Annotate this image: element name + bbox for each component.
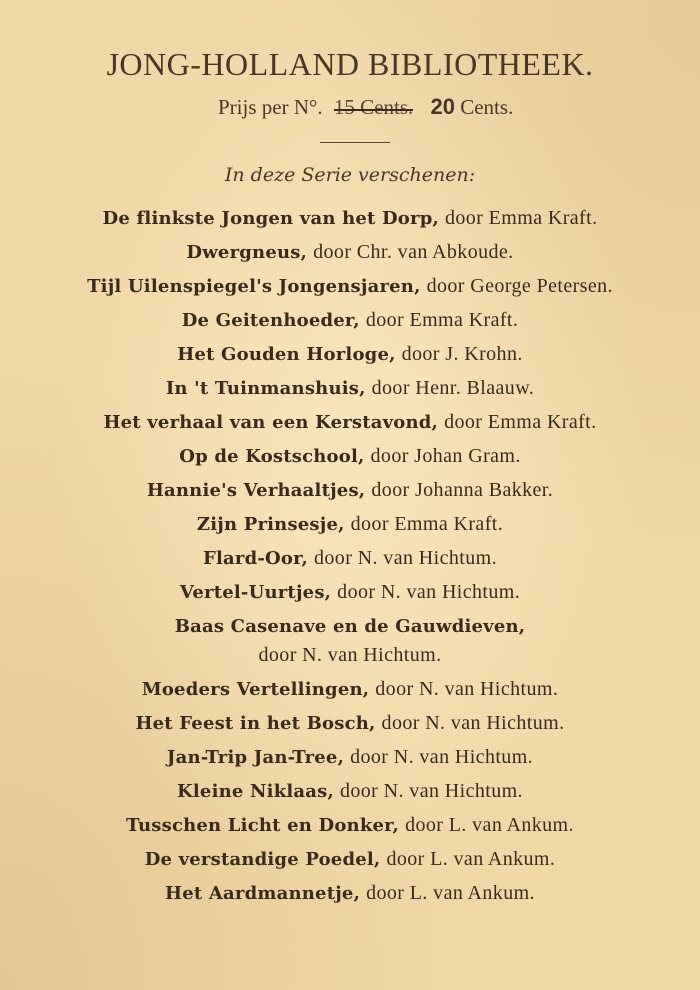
book-author: door N. van Hichtum. bbox=[258, 644, 442, 666]
list-item bbox=[0, 575, 700, 609]
divider-rule bbox=[320, 142, 390, 143]
book-author: door J. Krohn. bbox=[401, 343, 523, 365]
new-price-number: 20 bbox=[430, 94, 455, 119]
book-author: door Henr. Blaauw. bbox=[371, 377, 535, 399]
book-title: De Geitenhoeder, bbox=[181, 310, 360, 331]
book-author: door Emma Kraft. bbox=[444, 411, 597, 433]
series-title: JONG-HOLLAND BIBLIOTHEEK. bbox=[106, 46, 594, 82]
book-author: door Emma Kraft. bbox=[350, 513, 504, 535]
book-title: Kleine Niklaas, bbox=[177, 781, 334, 802]
list-item bbox=[0, 303, 700, 337]
book-author: door N. van Hichtum. bbox=[314, 547, 497, 569]
list-item bbox=[0, 706, 700, 740]
list-item bbox=[0, 842, 700, 876]
book-title: Het verhaal van een Kerstavond, bbox=[103, 412, 439, 433]
book-author: door N. van Hichtum. bbox=[350, 746, 534, 768]
price-line bbox=[218, 94, 513, 120]
list-heading: In deze Serie verschenen: bbox=[224, 164, 476, 186]
price-label: Prijs per N°. bbox=[218, 95, 323, 119]
book-title: Zijn Prinsesje, bbox=[196, 514, 345, 535]
list-item bbox=[0, 201, 700, 235]
book-title: Baas Casenave en de Gauwdieven, bbox=[174, 616, 526, 637]
list-item bbox=[0, 609, 700, 672]
list-item bbox=[0, 473, 700, 507]
book-author: door N. van Hichtum. bbox=[339, 780, 523, 802]
book-author: door N. van Hichtum. bbox=[337, 581, 521, 603]
book-author: door N. van Hichtum. bbox=[375, 678, 559, 700]
book-author: door Emma Kraft. bbox=[365, 309, 519, 331]
book-title: Tusschen Licht en Donker, bbox=[126, 815, 400, 836]
book-title: Op de Kostschool, bbox=[179, 446, 365, 467]
book-list bbox=[0, 201, 700, 910]
list-item bbox=[0, 337, 700, 371]
new-price-unit: Cents. bbox=[460, 95, 514, 119]
book-title: In 't Tuinmanshuis, bbox=[165, 378, 366, 399]
list-item bbox=[0, 541, 700, 575]
book-author: door L. van Ankum. bbox=[386, 848, 556, 870]
book-title: Moeders Vertellingen, bbox=[141, 679, 370, 700]
list-item bbox=[0, 405, 700, 439]
book-author: door N. van Hichtum. bbox=[381, 712, 565, 734]
list-item bbox=[0, 740, 700, 774]
list-item bbox=[0, 439, 700, 473]
book-author: door Chr. van Abkoude. bbox=[313, 241, 514, 263]
book-author: door Johanna Bakker. bbox=[371, 479, 554, 501]
book-author: door George Petersen. bbox=[426, 275, 613, 297]
book-title: Het Feest in het Bosch, bbox=[135, 713, 376, 734]
book-author: door Emma Kraft. bbox=[445, 207, 598, 229]
book-title: De verstandige Poedel, bbox=[144, 849, 381, 870]
old-price-struck: 15 Cents. bbox=[333, 95, 414, 119]
book-author: door L. van Ankum. bbox=[405, 814, 574, 836]
list-item bbox=[0, 371, 700, 405]
list-item bbox=[0, 876, 700, 910]
list-item bbox=[0, 235, 700, 269]
book-title: Tijl Uilenspiegel's Jongensjaren, bbox=[87, 276, 421, 297]
list-item bbox=[0, 269, 700, 303]
list-item bbox=[0, 808, 700, 842]
list-item bbox=[0, 672, 700, 706]
book-author: door L. van Ankum. bbox=[366, 882, 535, 904]
book-title: Het Aardmannetje, bbox=[165, 883, 361, 904]
new-price bbox=[431, 94, 514, 120]
book-title: Flard-Oor, bbox=[203, 548, 308, 569]
book-title: Vertel-Uurtjes, bbox=[179, 582, 332, 603]
book-title: Dwergneus, bbox=[186, 242, 308, 263]
book-title: Hannie's Verhaaltjes, bbox=[146, 480, 366, 501]
list-item bbox=[0, 507, 700, 541]
book-title: Het Gouden Horloge, bbox=[177, 344, 396, 365]
book-author: door Johan Gram. bbox=[370, 445, 521, 467]
book-title: Jan-Trip Jan-Tree, bbox=[166, 747, 345, 768]
book-title: De flinkste Jongen van het Dorp, bbox=[102, 208, 439, 229]
list-item bbox=[0, 774, 700, 808]
